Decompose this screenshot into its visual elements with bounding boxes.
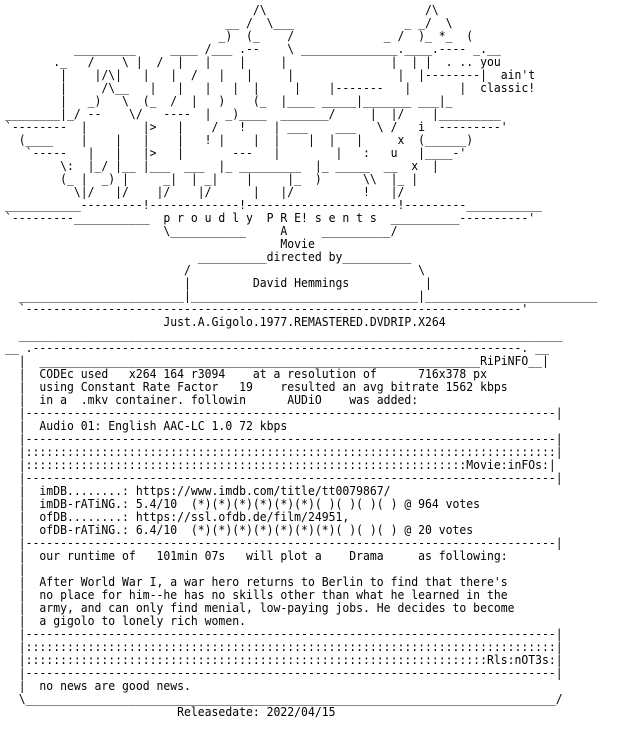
nfo-line: | a gigolo to lonely rich women. [5,614,246,628]
nfo-line: | no place for him--he has no skills other than what he learned in the [5,588,508,602]
nfo-line: | CODEc used x264 164 r3094 at a resolution of 716x378 px [5,367,487,381]
nfo-line: Movie [5,237,315,251]
nfo-line: |-----------------------------------------------------------------------------| [5,471,563,485]
nfo-line: ________________________|_________________________________|_________________________ [5,289,598,303]
nfo-line: | |/\| | | / | | | | |--------| ain't [5,68,536,82]
nfo-line: |-----------------------------------------------------------------------------| [5,432,563,446]
nfo-line: | our runtime of 101min 07s will plot a Drama as following: [5,549,508,563]
nfo-line: (_ | _) | _| | _| | |_ ) \\ |_ | [5,172,419,186]
nfo-line: | /\__ | | | | | | |------- | | classic! [5,81,536,95]
nfo-line: (____ | | | | ! | | | | | | x (______) [5,133,474,147]
nfo-line: `---------___________ p r o u d l y P R E! s e n t s __________----------' [5,211,536,225]
nfo-line: ________|_/ -- \/ ---- | _)____ _______/ | |/ |_________ [5,107,501,121]
nfo-line: _) (_ / _ / )_ *_ ( [5,29,474,43]
nfo-line: |:::::::::::::::::::::::::::::::::::::::::::::::::::::::::::::::::::::::::::::| [5,640,563,654]
nfo-line: | no news are good news. [5,679,191,693]
nfo-line: | ofDB-rATiNG.: 6.4/10 (*)(*)(*)(*)(*)(*)(*)( )( )( ) @ 20 votes [5,523,474,537]
nfo-line: | using Constant Rate Factor 19 resulted an avg bitrate 1562 kbps [5,380,508,394]
nfo-line: |-----------------------------------------------------------------------------| [5,627,563,641]
nfo-line: ._ / \ | / | | | | | | | . .. you [5,55,501,69]
nfo-line: /\ /\ [5,3,439,17]
nfo-line: | After World War I, a war hero returns to Berlin to find that there's [5,575,508,589]
nfo-line: | [5,562,26,576]
nfo-line: |:::::::::::::::::::::::::::::::::::::::::::::::::::::::::::::::::::::::::::::| [5,445,563,459]
nfo-line: Releasedate: 2022/04/15 [5,705,336,719]
nfo-line: | imDB-rATiNG.: 5.4/10 (*)(*)(*)(*)(*)(*)( )( )( )( ) @ 964 votes [5,497,481,511]
nfo-line: |::::::::::::::::::::::::::::::::::::::::::::::::::::::::::::::::Movie:inFOs:| [5,458,556,472]
nfo-line: |-----------------------------------------------------------------------------| [5,406,563,420]
nfo-line: | imDB........: https://www.imdb.com/title/tt0079867/ [5,484,391,498]
nfo-line: `-------- | |> | / ! | ___ ___ \ / i ---------' [5,120,508,134]
nfo-line: |:::::::::::::::::::::::::::::::::::::::::::::::::::::::::::::::::::Rls:nOT3s:| [5,653,563,667]
nfo-line: __ .-----------------------------------------------------------------------. __ [5,341,549,355]
nfo-line: _________ ____ /___ .-- \ ______________.____.---- _.__ [5,42,501,56]
nfo-line: \: |_/ |__ |___ ___ |_ _________ |_ _____ __ x | [5,159,439,173]
nfo-line: \___________ A __________/ [5,224,398,238]
nfo-line: | David Hemmings | [5,276,432,290]
nfo-line: | ofDB........: https://ssl.ofdb.de/film/24951, [5,510,350,524]
nfo-line: \|/ |/ |/ |/ | |/ ! |/ [5,185,405,199]
nfo-line: \_____________________________________________________________________________/ [5,692,563,706]
nfo-line: | _) \ (_ / | ) (_ |____ _____|_______ ___|_ [5,94,453,108]
nfo-line: |-----------------------------------------------------------------------------| [5,666,563,680]
nfo-line: __ / \___ _ _/ \ [5,16,453,30]
nfo-line: Just.A.Gigolo.1977.REMASTERED.DVDRIP.X264 [5,315,446,329]
nfo-line: / \ [5,263,425,277]
nfo-line: `------------------------------------------------------------------------' [5,302,529,316]
nfo-line: | Audio 01: English AAC-LC 1.0 72 kbps [5,419,288,433]
nfo-line: ___________---------!-------------!----------------------!---------___________ [5,198,543,212]
nfo-line: | army, and can only find menial, low-paying jobs. He decides to become [5,601,515,615]
nfo-line: `----- | | |> | --- | | : u |____-' [5,146,467,160]
nfo-line: | ________________________________________________________________RiPiNFO__| [5,354,549,368]
nfo-line: __________directed by__________ [5,250,412,264]
nfo-line: | in a .mkv container. followin AUDiO was added: [5,393,419,407]
nfo-line: |-----------------------------------------------------------------------------| [5,536,563,550]
nfo-line: _______________________________________________________________________________ [5,328,563,342]
